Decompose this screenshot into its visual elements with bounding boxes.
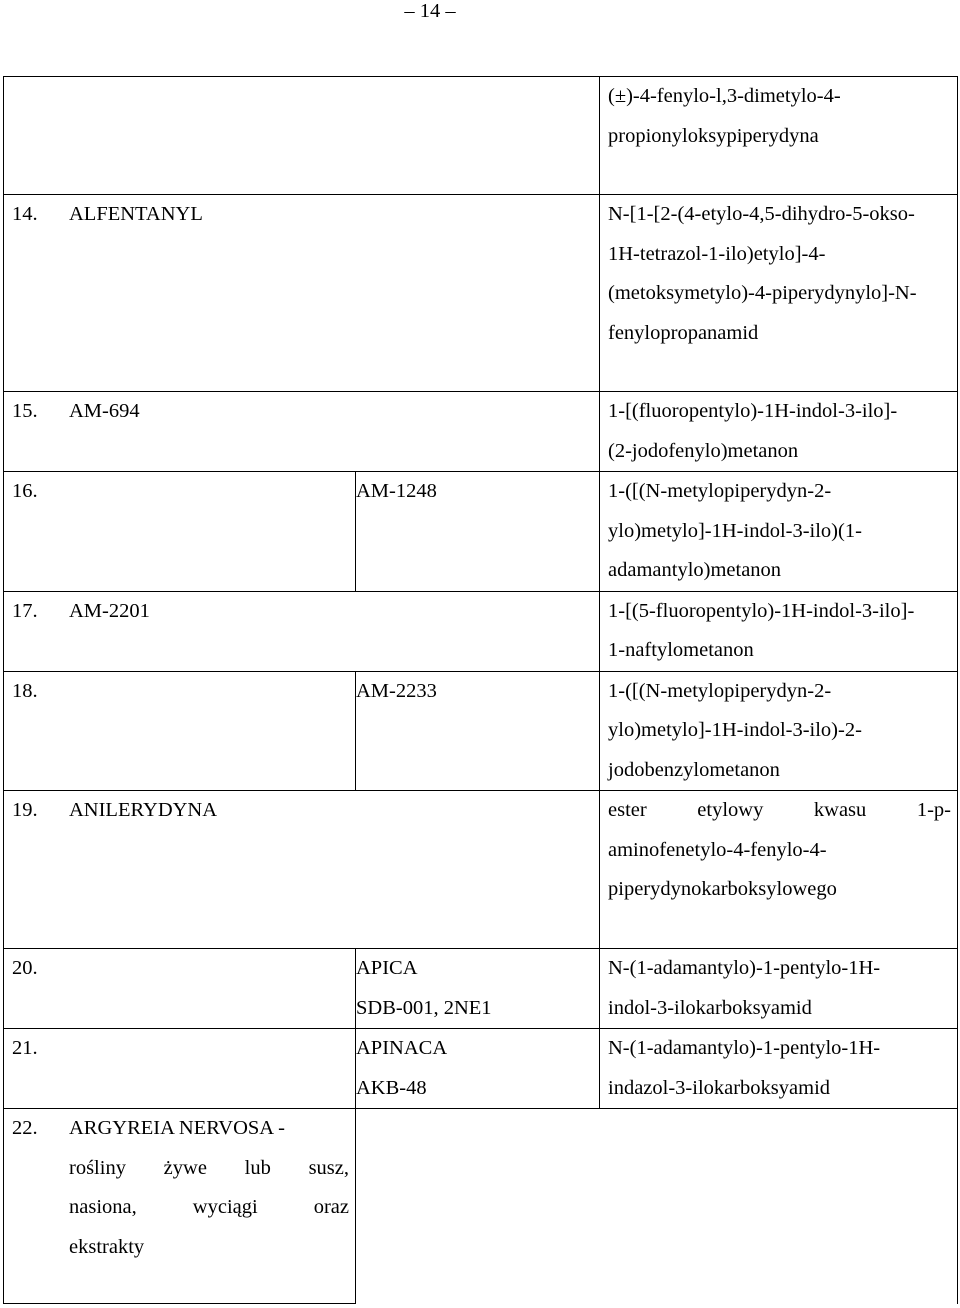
- description-line: ylo)metylo]-1H-indol-3-ilo)(1-: [608, 519, 862, 542]
- page-number: – 14 –: [404, 0, 456, 22]
- description-line: propionyloksypiperydyna: [608, 124, 819, 147]
- row-number: 16.: [12, 480, 38, 502]
- substance-description-line: nasiona, wyciągi oraz: [69, 1196, 349, 1218]
- description-line: adamantylo)metanon: [608, 559, 782, 581]
- description-line: aminofenetylo-4-fenylo-4-: [608, 838, 827, 861]
- number-cell: [4, 671, 356, 791]
- table-row: [4, 949, 958, 1029]
- description-line: 1-[(fluoropentylo)-1H-indol-3-ilo]-: [608, 400, 898, 422]
- description-line: (±)-4-fenylo-l,3-dimetylo-4-: [608, 85, 841, 107]
- substance-table: [3, 76, 958, 1304]
- name-cell: [356, 949, 600, 1029]
- description-line: ester etylowy kwasu 1-p-: [608, 799, 951, 821]
- description-line: indazol-3-ilokarboksyamid: [608, 1076, 831, 1099]
- description-cell: [356, 1109, 958, 1304]
- substance-alias: SDB-001, 2NE1: [356, 996, 492, 1019]
- substance-name: APINACA: [356, 1037, 448, 1059]
- substance-alias: AKB-48: [356, 1076, 427, 1099]
- name-cell: [356, 472, 600, 592]
- row-number: 17.: [12, 599, 38, 622]
- name-cell: [4, 791, 600, 949]
- name-cell: [4, 1109, 356, 1304]
- row-number: 20.: [12, 957, 38, 979]
- row-number: 14.: [12, 203, 38, 225]
- description-line: N-(1-adamantylo)-1-pentylo-1H-: [608, 957, 881, 979]
- substance-name: AM-2201: [69, 599, 150, 622]
- name-cell: [4, 77, 600, 195]
- substance-name: ARGYREIA NERVOSA -: [69, 1117, 285, 1139]
- substance-name: APICA: [356, 957, 418, 979]
- description-line: 1-[(5-fluoropentylo)-1H-indol-3-ilo]-: [608, 599, 915, 622]
- description-line: 1-([(N-metylopiperydyn-2-: [608, 679, 832, 702]
- table-row: [4, 195, 958, 392]
- substance-name: ALFENTANYL: [69, 203, 203, 225]
- row-number: 21.: [12, 1037, 38, 1059]
- description-cell: [600, 791, 958, 949]
- table-row: [4, 472, 958, 592]
- number-cell: [4, 1029, 356, 1109]
- description-cell: [600, 195, 958, 392]
- description-line: jodobenzylometanon: [608, 758, 780, 781]
- description-cell: [600, 671, 958, 791]
- name-cell: [4, 195, 600, 392]
- description-line: 1H-tetrazol-1-ilo)etylo]-4-: [608, 242, 826, 265]
- substance-name: AM-2233: [356, 679, 437, 702]
- table-row: [4, 591, 958, 671]
- table-row: [4, 77, 958, 195]
- substance-description-line: ekstrakty: [69, 1235, 145, 1258]
- number-cell: [4, 949, 356, 1029]
- table-row: [4, 392, 958, 472]
- name-cell: [4, 392, 600, 472]
- substance-name: AM-1248: [356, 480, 437, 502]
- name-cell: [356, 671, 600, 791]
- row-number: 18.: [12, 679, 38, 702]
- table-row: [4, 791, 958, 949]
- description-line: indol-3-ilokarboksyamid: [608, 996, 812, 1019]
- description-line: fenylopropanamid: [608, 321, 759, 344]
- name-cell: [356, 1029, 600, 1109]
- table-row: [4, 671, 958, 791]
- description-line: 1-([(N-metylopiperydyn-2-: [608, 480, 832, 502]
- number-cell: [4, 472, 356, 592]
- description-cell: [600, 392, 958, 472]
- description-cell: [600, 1029, 958, 1109]
- substance-name: ANILERYDYNA: [69, 799, 218, 821]
- description-line: N-(1-adamantylo)-1-pentylo-1H-: [608, 1037, 881, 1059]
- description-line: piperydynokarboksylowego: [608, 878, 837, 900]
- table-row: [4, 1109, 958, 1304]
- description-cell: [600, 591, 958, 671]
- substance-name: AM-694: [69, 400, 140, 422]
- row-number: 15.: [12, 400, 38, 422]
- description-cell: [600, 77, 958, 195]
- description-line: (metoksymetylo)-4-piperydynylo]-N-: [608, 282, 917, 304]
- description-cell: [600, 949, 958, 1029]
- table-row: [4, 1029, 958, 1109]
- description-line: 1-naftylometanon: [608, 639, 754, 661]
- description-line: N-[1-[2-(4-etylo-4,5-dihydro-5-okso-: [608, 203, 915, 225]
- substance-description-line: rośliny żywe lub susz,: [69, 1156, 349, 1179]
- description-cell: [600, 472, 958, 592]
- description-line: (2-jodofenylo)metanon: [608, 439, 799, 462]
- description-line: ylo)metylo]-1H-indol-3-ilo)-2-: [608, 719, 862, 741]
- name-cell: [4, 591, 600, 671]
- row-number: 22.: [12, 1117, 38, 1139]
- row-number: 19.: [12, 799, 38, 821]
